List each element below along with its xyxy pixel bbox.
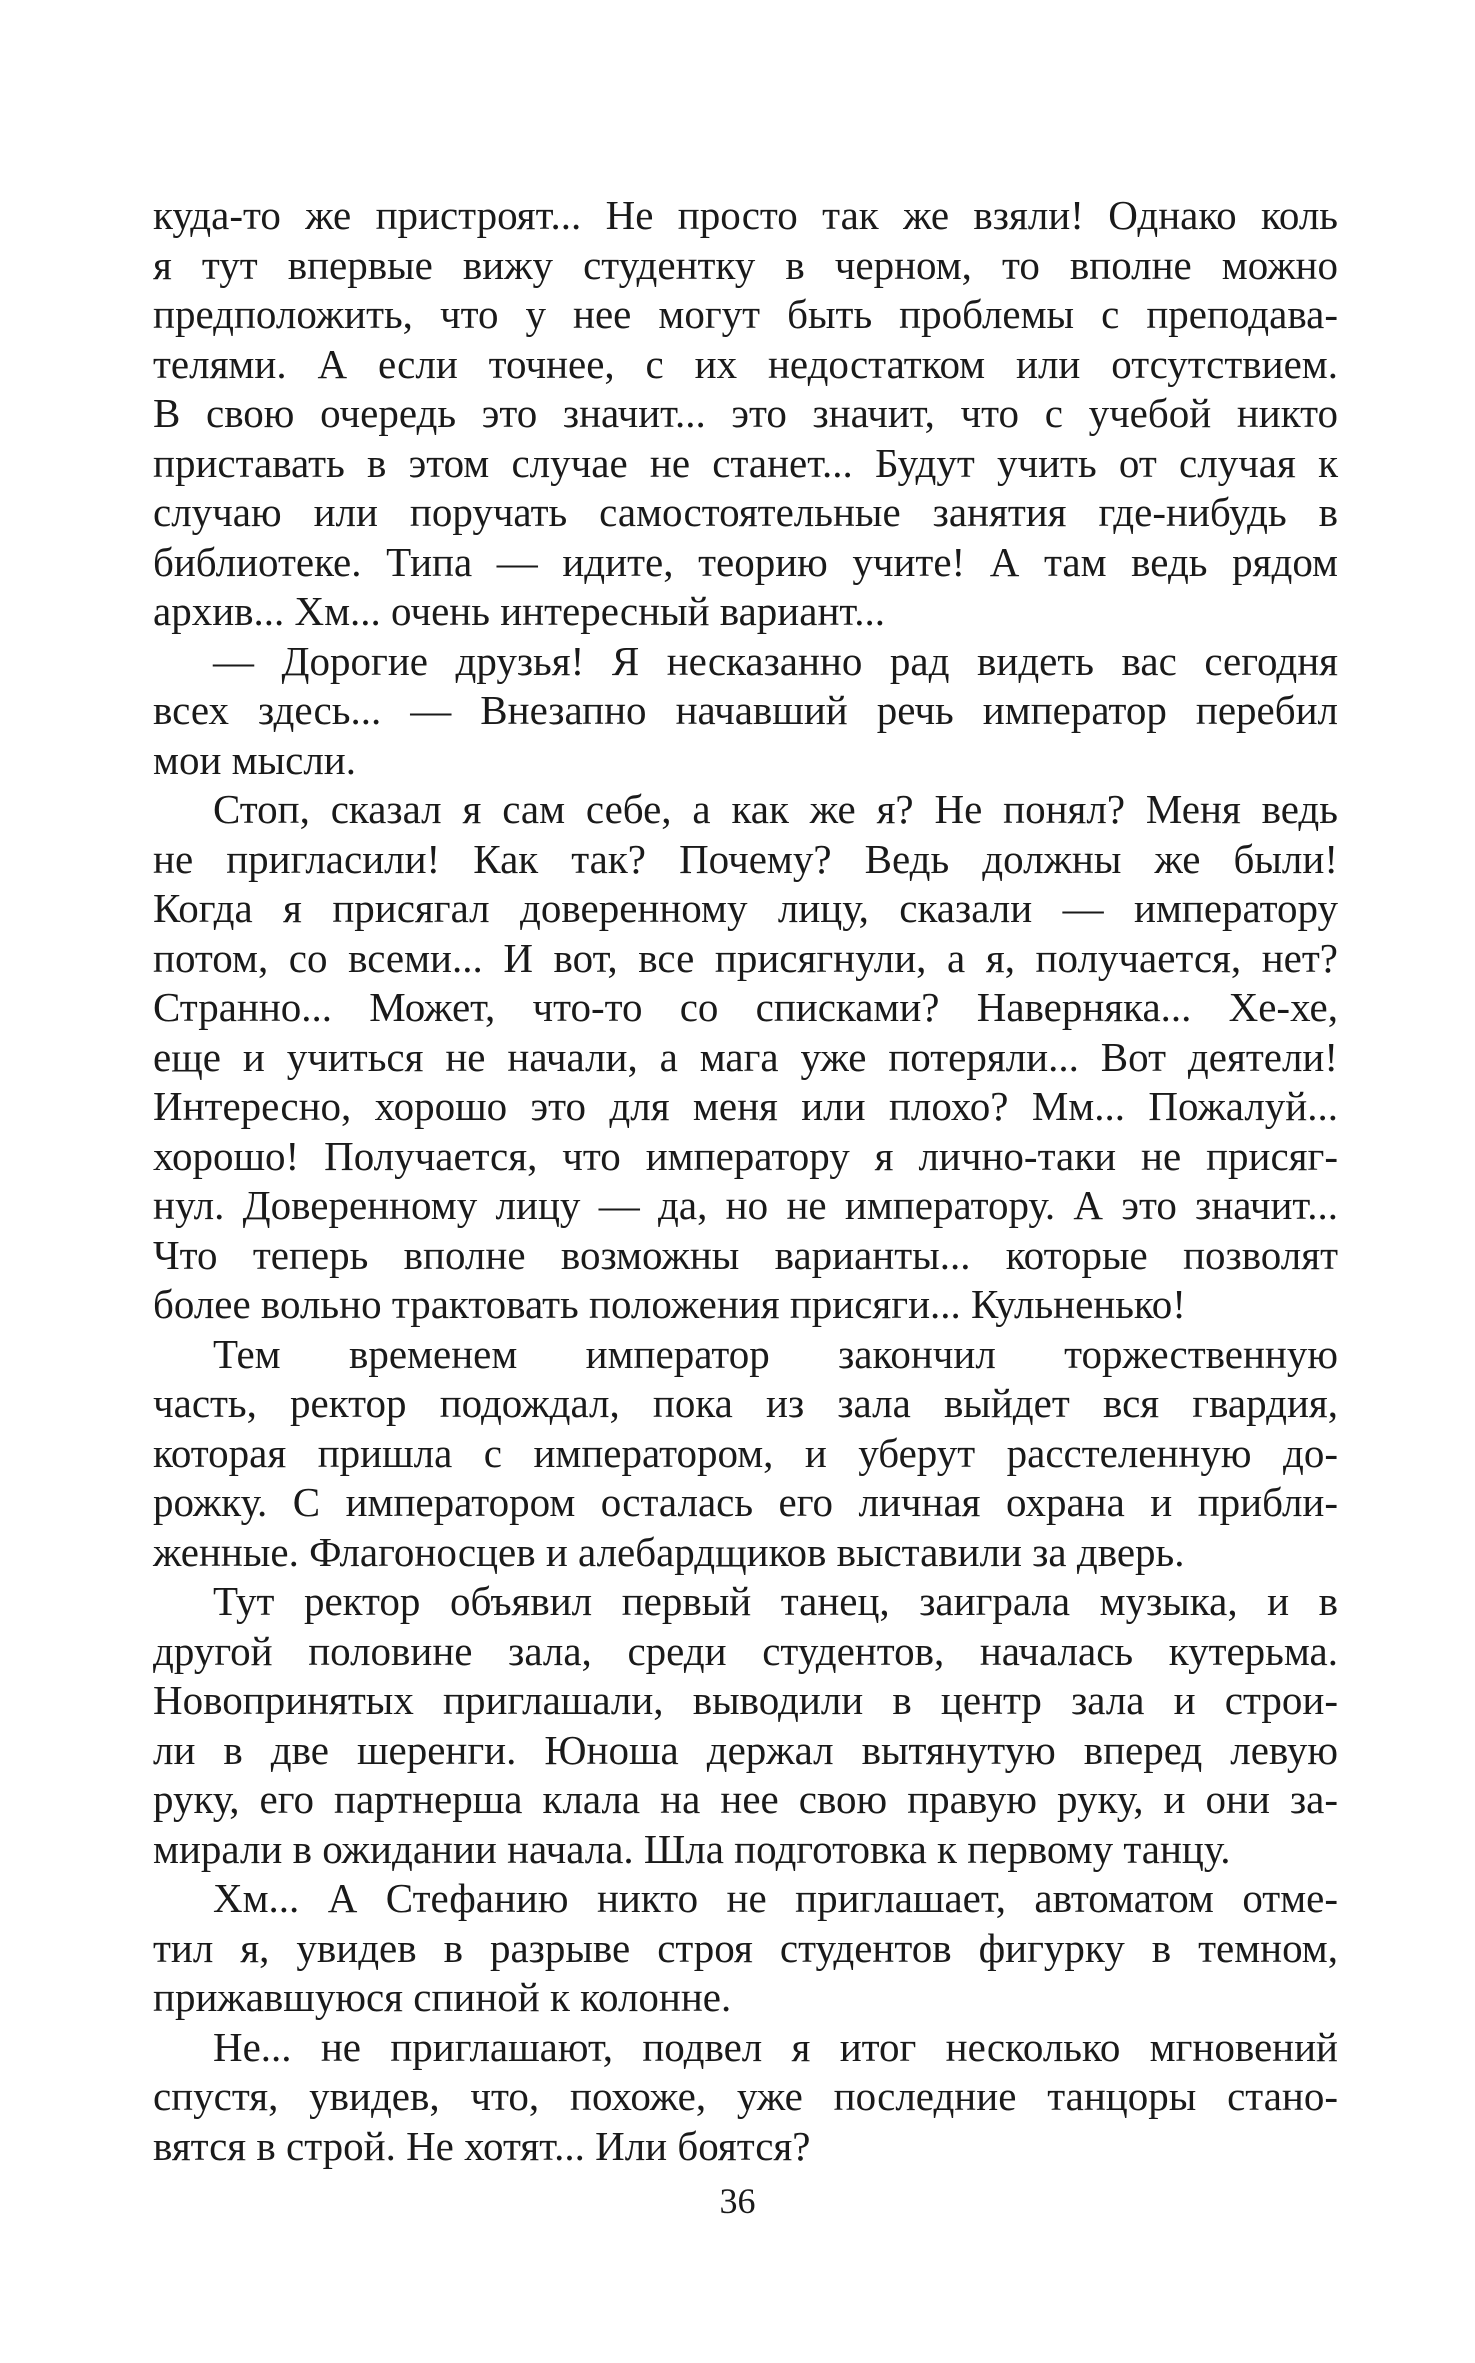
text-line: не пригласили! Как так? Почему? Ведь должны же были!	[153, 835, 1338, 882]
text-line: — Дорогие друзья! Я несказанно рад видеть вас сегодня	[213, 637, 1338, 684]
text-line: архив... Хм... очень интересный вариант...	[153, 588, 885, 634]
text-line: которая пришла с императором, и уберут расстеленную до-	[153, 1429, 1338, 1476]
text-line: В свою очередь это значит... это значит, что с учебой никто	[153, 390, 1338, 436]
text-line: Стоп, сказал я сам себе, а как же я? Не понял? Меня ведь	[213, 786, 1338, 832]
text-line: мои мысли.	[153, 736, 356, 783]
text-line: Интересно, хорошо это для меня или плохо? Мм... Пожалуй...	[153, 1083, 1338, 1129]
text-line: Новопринятых приглашали, выводили в центр зала и строи-	[153, 1677, 1338, 1723]
page-number: 36	[719, 2181, 756, 2221]
text-line: Хм... А Стефанию никто не приглашает, автоматом отме-	[213, 1875, 1338, 1921]
text-line: нул. Доверенному лицу — да, но не императору. А это значит...	[153, 1182, 1338, 1228]
text-line: всех здесь... — Внезапно начавший речь император перебил	[153, 687, 1338, 733]
text-line: мирали в ожидании начала. Шла подготовка к первому танцу.	[153, 1825, 1231, 1872]
text-line: потом, со всеми... И вот, все присягнули, а я, получается, нет?	[153, 934, 1338, 981]
text-line: я тут впервые вижу студентку в черном, то вполне можно	[153, 241, 1338, 288]
text-line: случаю или поручать самостоятельные занятия где-нибудь в	[153, 489, 1338, 535]
text-line: женные. Флагоносцев и алебардщиков выставили за дверь.	[153, 1528, 1185, 1575]
text-line: телями. А если точнее, с их недостатком или отсутствием.	[153, 340, 1338, 387]
text-line: вятся в строй. Не хотят... Или боятся?	[153, 2122, 811, 2169]
text-line: другой половине зала, среди студентов, началась кутерьма.	[153, 1627, 1338, 1674]
text-line: рожку. С императором осталась его личная охрана и прибли-	[153, 1479, 1338, 1525]
text-line: более вольно трактовать положения присяги... Кульненько!	[153, 1281, 1186, 1327]
text-line: приставать в этом случае не станет... Будут учить от случая к	[153, 439, 1338, 486]
text-line: руку, его партнерша клала на нее свою правую руку, и они за-	[153, 1776, 1338, 1822]
text-line: библиотеке. Типа — идите, теорию учите! А там ведь рядом	[153, 538, 1338, 585]
text-line: Что теперь вполне возможны варианты... которые позволят	[153, 1231, 1338, 1278]
text-line: часть, ректор подождал, пока из зала выйдет вся гвардия,	[153, 1380, 1338, 1426]
text-line: предположить, что у нее могут быть проблемы с преподава-	[153, 291, 1338, 337]
text-line: спустя, увидев, что, похоже, уже последние танцоры стано-	[153, 2073, 1338, 2119]
text-line: хорошо! Получается, что императору я лично-таки не присяг-	[153, 1132, 1338, 1179]
text-line: Когда я присягал доверенному лицу, сказали — императору	[153, 885, 1338, 931]
text-line: Тем временем император закончил торжественную	[213, 1330, 1338, 1377]
page-text	[153, 191, 1338, 2171]
text-line: еще и учиться не начали, а мага уже потеряли... Вот деятели!	[153, 1033, 1338, 1080]
text-line: Странно... Может, что-то со списками? Наверняка... Хе-хе,	[153, 984, 1338, 1030]
text-line: прижавшуюся спиной к колонне.	[153, 1974, 732, 2020]
text-line: Тут ректор объявил первый танец, заиграла музыка, и в	[213, 1578, 1338, 1624]
text-line: ли в две шеренги. Юноша держал вытянутую вперед левую	[153, 1726, 1338, 1773]
text-line: куда-то же пристроят... Не просто так же взяли! Однако коль	[153, 192, 1338, 238]
text-line: тил я, увидев в разрыве строя студентов фигурку в темном,	[153, 1924, 1338, 1971]
text-line: Не... не приглашают, подвел я итог несколько мгновений	[213, 2023, 1338, 2070]
